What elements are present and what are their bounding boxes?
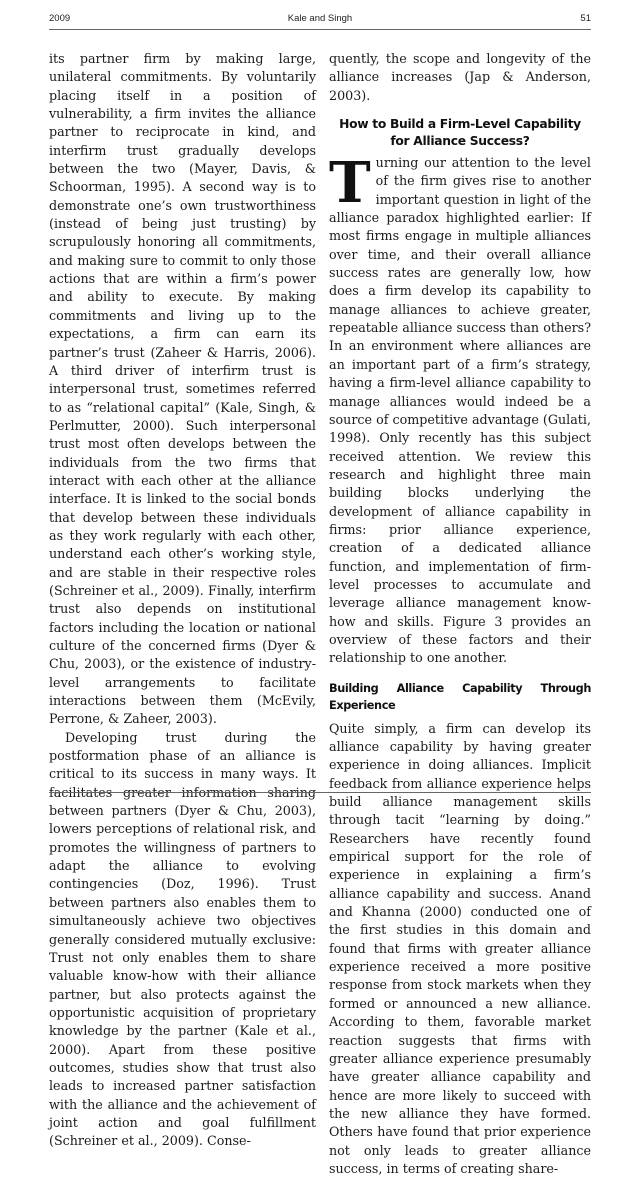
paragraph: Developing trust during the postformation phase of an alliance is critical to its success in many ways. It facilitates greater information sharing between partners (Dyer & Chu, 2003), lowers perceptions of relational risk, and promotes the willingness of partners to adapt the alliance to evolving contingencies (Doz, 1996). Trust between partners also enables them to simultaneously achieve two objectives generally considered mutually exclusive: Trust not only enables them to share valuable know-how with their alliance partner, but also protects against the opportunistic acquisition of proprietary knowledge by the partner (Kale et al., 2000). Apart from these positive outcomes, studies show that trust also leads to increased partner satisfaction with the alliance and the achievement of joint action and goal fulfillment (Schreiner et al., 2009). Conse- (49, 729, 316, 1149)
header-authors: Kale and Singh (287, 13, 353, 24)
section-heading: How to Build a Firm-Level Capability for Alliance Success? (339, 117, 581, 149)
paragraph: quently, the scope and longevity of the alliance increases (Jap & Anderson, 2003). (329, 51, 591, 103)
running-header (49, 13, 591, 29)
footer-rule (49, 792, 591, 793)
left-column (49, 50, 316, 1151)
paragraph: its partner firm by making large, unilateral commitments. By voluntarily placing itself in a position of vulnerability, a firm invites the alliance partner to reciprocate in kind, and interfirm trust gradually develops between the two (Mayer, Davis, & Schoorman, 1995). A second way is to demonstrate one’s own trustworthiness (instead of being just trusting) by scrupulously honoring all commitments, and making sure to commit to only those actions that are within a firm’s power and ability to execute. By making commitments and living up to the expectations, a firm can earn its partner’s trust (Zaheer & Harris, 2006). A third driver of interfirm trust is interpersonal trust, sometimes referred to as “relational capital” (Kale, Singh, & Perlmutter, 2000). Such interpersonal trust most often develops between the individuals from the two firms that interact with each other at the alliance interface. It is linked to the social bonds that develop between these individuals as they work regularly with each other, understand each other’s working style, and are stable in their respective roles (Schreiner et al., 2009). Finally, interfirm trust also depends on institutional factors including the location or national culture of the concerned firms (Dyer & Chu, 2003), or the existence of industry-level arrangements to facilitate interactions between them (McEvily, Perrone, & Zaheer, 2003). (49, 51, 316, 727)
header-rule (49, 29, 591, 30)
paragraph-text: urning our attention to the level of the firm gives rise to another important question in light of the alliance paradox highlighted earlier: If most firms engage in multiple alliances over time, and their overall alliance success rates are generally low, how does a firm develop its capability to manage alliances to achieve greater, repeatable alliance success than others? In an environment where alliances are an important part of a firm’s strategy, having a firm-level alliance capability to manage alliances would indeed be a source of competitive advantage (Gulati, 1998). Only recently has this subject received attention. We review this research and highlight three main building blocks underlying the development of alliance capability in firms: prior alliance experience, creation of a dedicated alliance function, and implementation of firm-level processes to accumulate and leverage alliance management know-how and skills. Figure 3 provides an overview of these factors and their relationship to one another. (329, 155, 591, 666)
drop-cap: T (329, 150, 371, 217)
paragraph: Quite simply, a firm can develop its alliance capability by having greater experience in doing alliances. Implicit feedback from alliance experience helps build alliance management skills through tacit “learning by doing.” Researchers have recently found empirical support for the role of experience in explaining a firm’s alliance capability and success. Anand and Khanna (2000) conducted one of the first studies in this domain and found that firms with greater alliance experience received a more positive response from stock markets when they formed or announced a new alliance. According to them, favorable market reaction suggests that firms with greater alliance experience presumably have greater alliance capability and hence are more likely to succeed with the new alliance they have formed. Others have found that prior experience not only leads to greater alliance success, in terms of creating share- (329, 720, 591, 1176)
subsection-heading: Building Alliance Capability Through Experience (329, 681, 591, 712)
paragraph-with-drop-cap (329, 150, 591, 668)
header-year: 2009 (49, 13, 71, 24)
page-number: 51 (580, 13, 591, 24)
right-column (329, 50, 591, 1178)
